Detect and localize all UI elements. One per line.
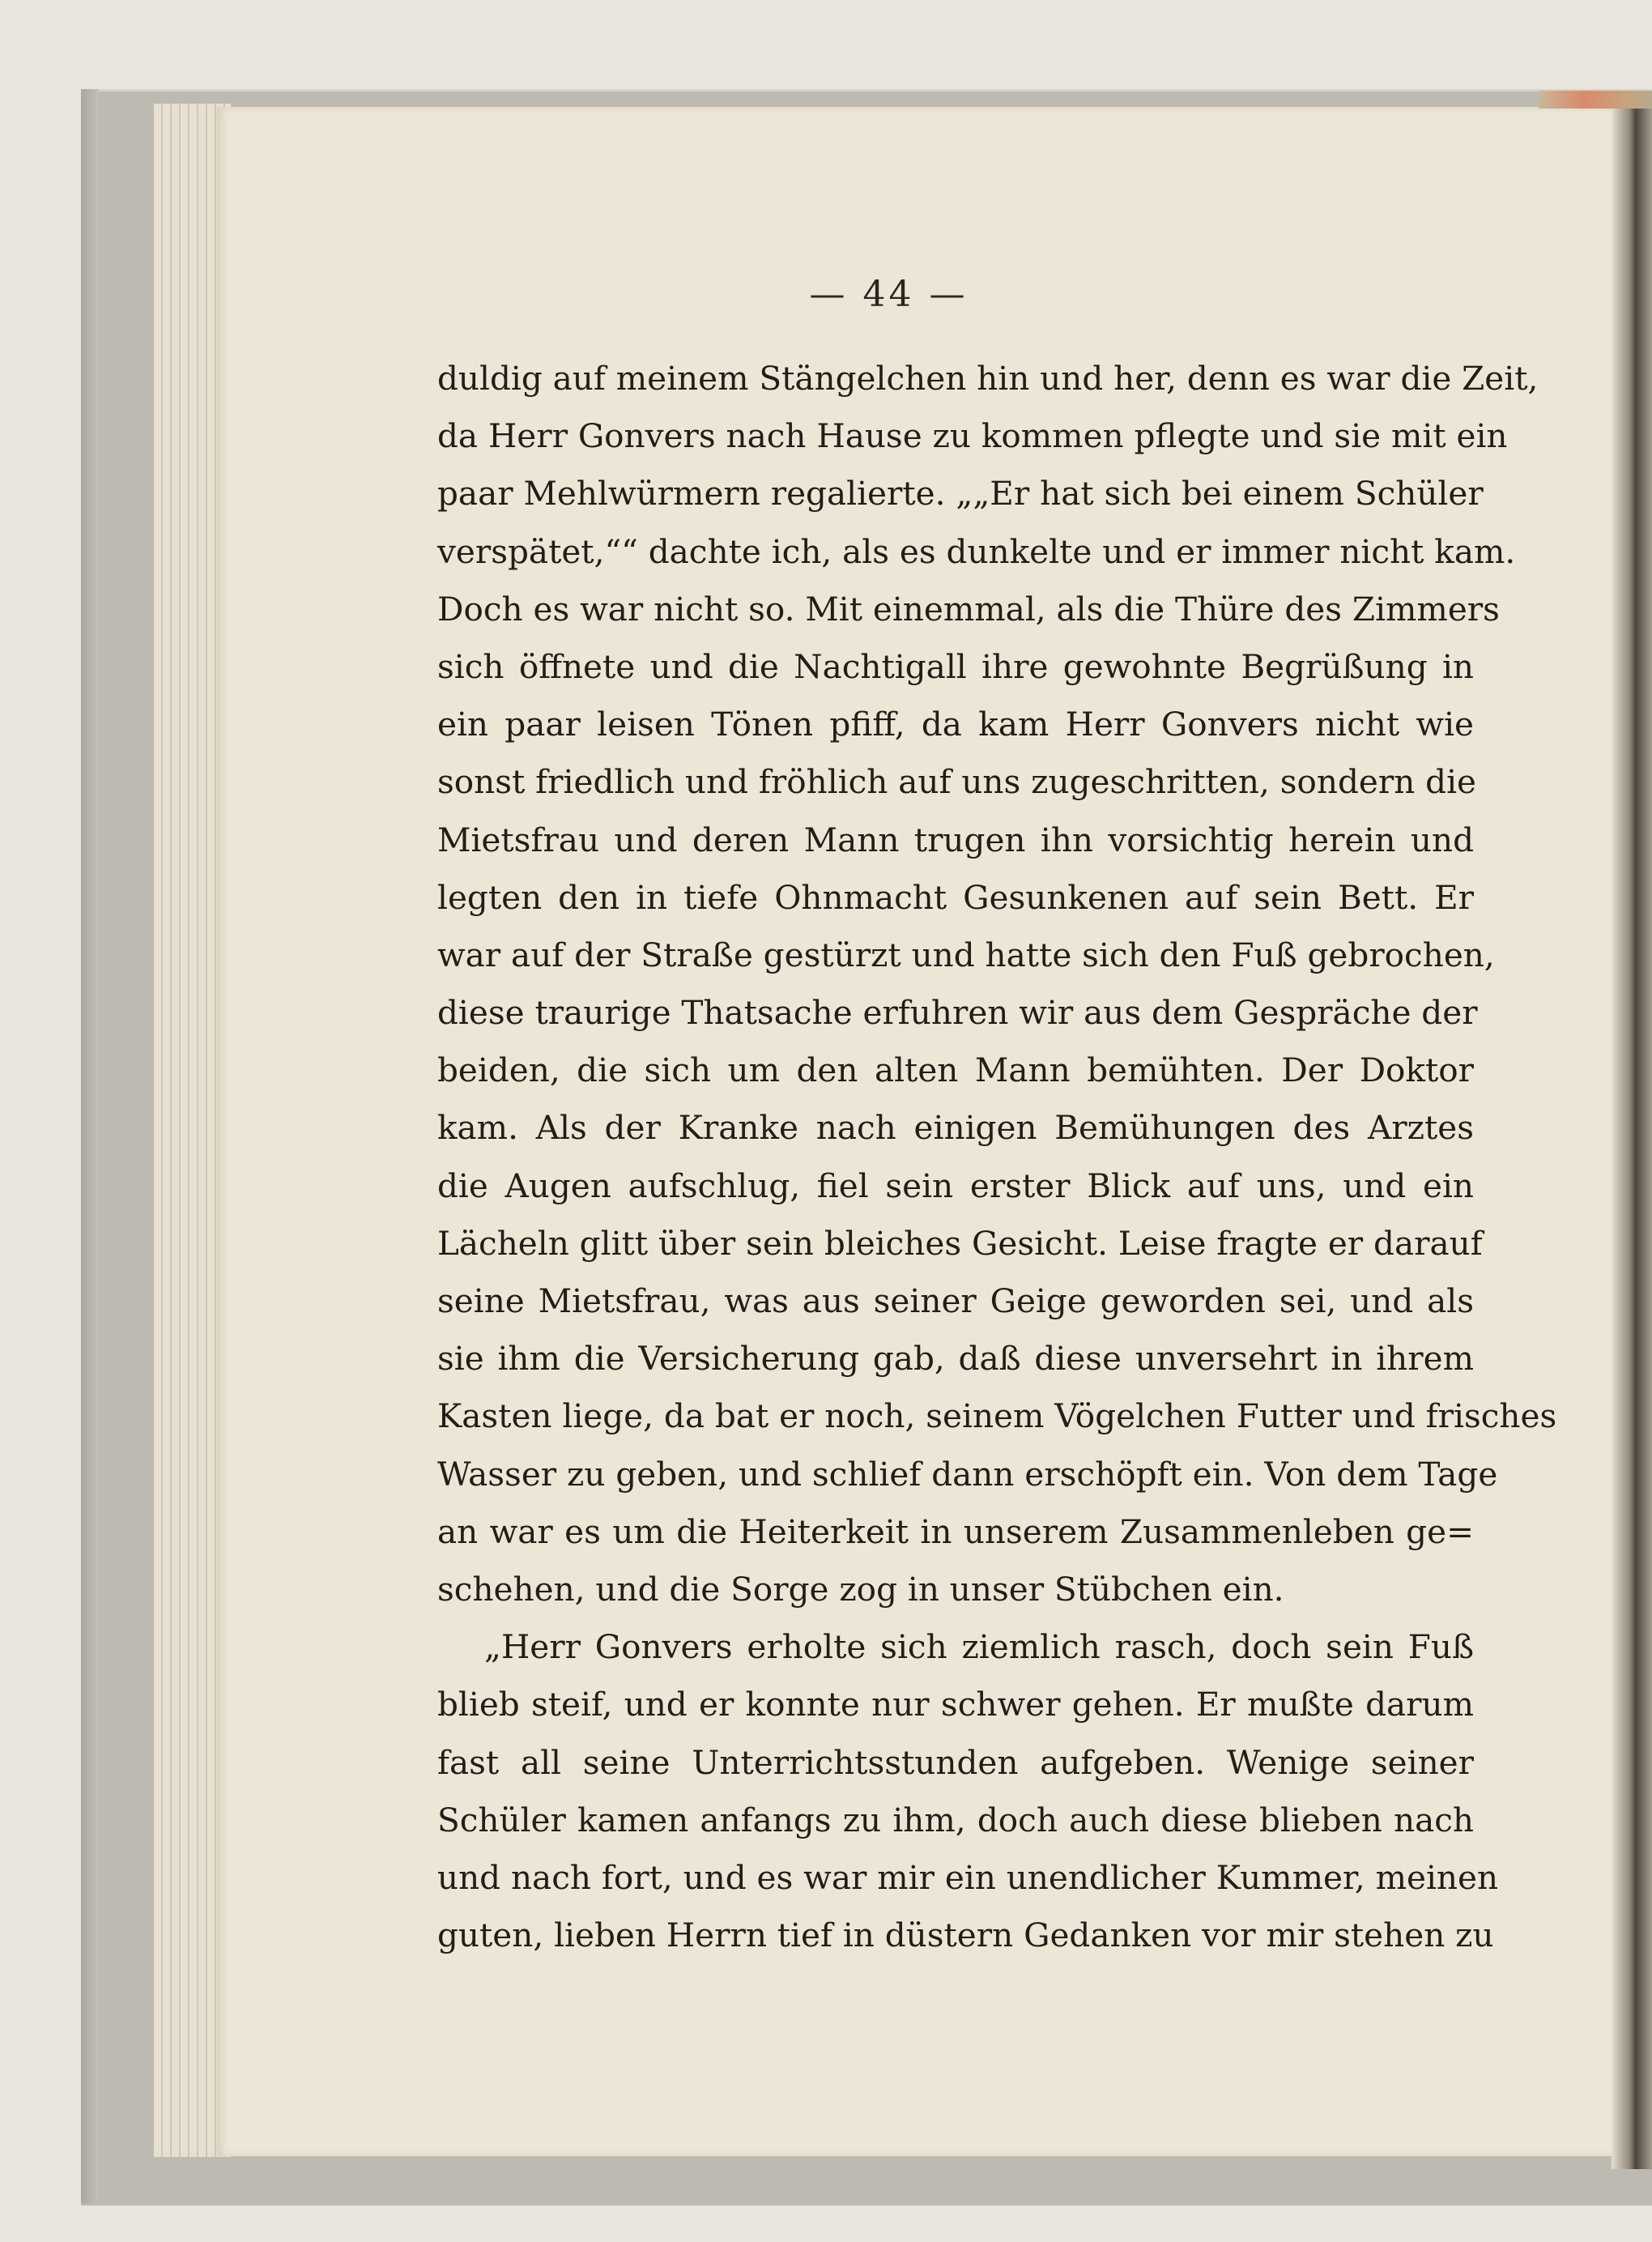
text-line: und nach fort, und es war mir ein unendlicher Kummer, meinen [437,1857,1499,1897]
cover-edge-shadow [81,89,99,2203]
binding-tape [1539,91,1652,109]
body-text [437,350,1557,1964]
text-line: seine Mietsfrau, was aus seiner Geige geworden sei, und als [437,1281,1474,1320]
text-line: Lächeln glitt über sein bleiches Gesicht. Leise fragte er darauf [437,1223,1483,1263]
text-line: Mietsfrau und deren Mann trugen ihn vorsichtig herein und [437,820,1474,859]
text-line: duldig auf meinem Stängelchen hin und her, denn es war die Zeit, [437,359,1539,398]
text-line: guten, lieben Herrn tief in düstern Gedanken vor mir stehen zu [437,1916,1494,1955]
text-line: kam. Als der Kranke nach einigen Bemühungen des Arztes [437,1108,1474,1148]
text-line: Wasser zu geben, und schlief dann erschöpft ein. Von dem Tage [437,1454,1498,1494]
text-line: Kasten liege, da bat er noch, seinem Vögelchen Futter und frisches [437,1396,1557,1436]
text-line: schehen, und die Sorge zog in unser Stübchen ein. [437,1569,1284,1609]
text-line: an war es um die Heiterkeit in unserem Zusammenleben ge= [437,1511,1474,1551]
text-line: Doch es war nicht so. Mit einemmal, als die Thüre des Zimmers [437,589,1500,629]
text-line: legten den in tiefe Ohnmacht Gesunkenen auf sein Bett. Er [437,877,1474,917]
text-line: die Augen aufschlug, fiel sein erster Blick auf uns, und ein [437,1166,1474,1205]
text-line: sich öffnete und die Nachtigall ihre gewohnte Begrüßung in [437,646,1474,686]
text-line: sie ihm die Versicherung gab, daß diese unversehrt in ihrem [437,1339,1474,1379]
text-line: sonst friedlich und fröhlich auf uns zugeschritten, sondern die [437,762,1477,802]
text-line: verspätet,““ dachte ich, als es dunkelte und er immer nicht kam. [437,531,1516,571]
text-line: blieb steif, und er konnte nur schwer gehen. Er mußte darum [437,1685,1474,1724]
text-line: beiden, die sich um den alten Mann bemühten. Der Doktor [437,1051,1474,1090]
text-line: paar Mehlwürmern regalierte. „„Er hat sich bei einem Schüler [437,474,1484,514]
text-line: ein paar leisen Tönen pfiff, da kam Herr Gonvers nicht wie [437,705,1474,744]
text-line: diese traurige Thatsache erfuhren wir aus dem Gespräche der [437,993,1478,1033]
text-line: Schüler kamen anfangs zu ihm, doch auch diese blieben nach [437,1800,1474,1839]
page-number: — 44 — [809,274,969,315]
text-line: da Herr Gonvers nach Hause zu kommen pflegte und sie mit ein [437,416,1508,456]
text-line: fast all seine Unterrichtsstunden aufgeben. Wenige seiner [437,1742,1474,1782]
book-gutter [1612,96,1652,2169]
text-line: „Herr Gonvers erholte sich ziemlich rasch, doch sein Fuß [484,1627,1474,1667]
text-line: war auf der Straße gestürzt und hatte sich den Fuß gebrochen, [437,935,1495,974]
